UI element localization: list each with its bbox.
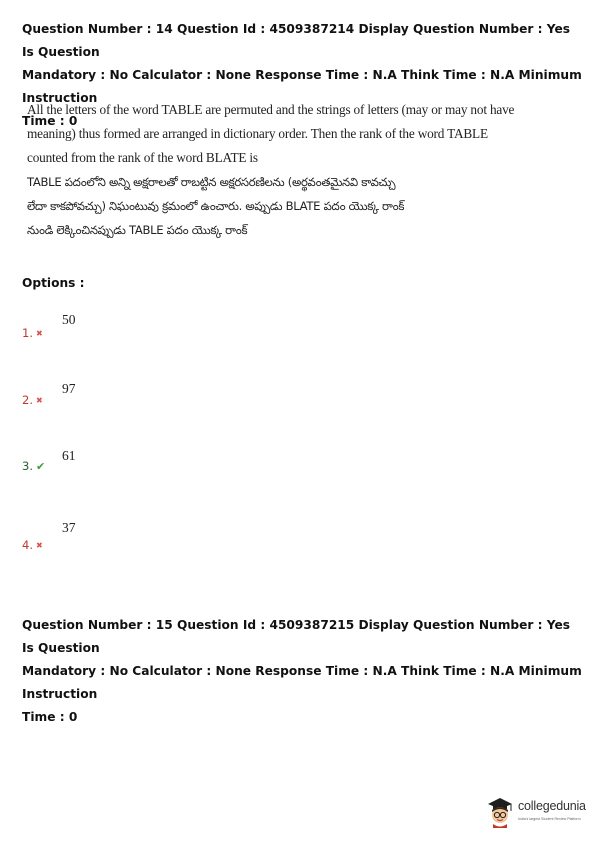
option-2-value: 97 [62, 381, 76, 396]
question-text-telugu-line: నుండి లెక్కించినప్పుడు TABLE పదం యొక్క రాంక్ [27, 223, 248, 237]
header-line: Time : 0 [22, 114, 78, 128]
option-number-label: 2. [22, 393, 33, 407]
logo-name: collegedunia [518, 799, 586, 813]
option-3-value: 61 [62, 448, 76, 463]
option-4-number [22, 538, 43, 552]
question-text-telugu-line: TABLE పదంలోని అన్ని అక్షరాలతో రాబట్టిన అక్షరసరణిలను (అర్థవంతమైనవి కావచ్చు [27, 175, 396, 189]
header-line: Time : 0 [22, 710, 78, 724]
checkmark-icon: ✔ [35, 460, 46, 473]
question-14-body [27, 98, 515, 242]
option-2-number [22, 393, 43, 407]
header-line: Mandatory : No Calculator : None Response Time : N.A Think Time : N.A Minimum Instruction [22, 68, 582, 105]
cross-icon: ✖ [35, 396, 43, 405]
question-text-telugu-line: లేదా కాకపోవచ్చు) నిఘంటువు క్రమంలో ఉంచారు. అప్పుడు BLATE పదం యొక్క రాంక్ [27, 199, 405, 213]
header-line: Mandatory : No Calculator : None Response Time : N.A Think Time : N.A Minimum Instruction [22, 664, 582, 701]
option-1-number [22, 326, 43, 340]
option-number-label: 4. [22, 538, 33, 552]
student-face-logo-icon [486, 796, 514, 828]
question-text-line: meaning) thus formed are arranged in dictionary order. Then the rank of the word TABLE [27, 126, 488, 141]
cross-icon: ✖ [35, 329, 43, 338]
header-line: Question Number : 14 Question Id : 4509387214 Display Question Number : Yes Is Question [22, 22, 571, 59]
options-label: Options : [22, 276, 85, 290]
collegedunia-logo [486, 796, 590, 832]
option-4-value: 37 [62, 520, 76, 535]
option-1-value: 50 [62, 312, 76, 327]
cross-icon: ✖ [35, 541, 43, 550]
option-number-label: 3. [22, 459, 33, 473]
logo-tagline: India's largest Student Review Platform [518, 817, 581, 821]
header-line: Question Number : 15 Question Id : 4509387215 Display Question Number : Yes Is Question [22, 618, 571, 655]
option-3-number [22, 459, 45, 473]
question-text-line: counted from the rank of the word BLATE is [27, 150, 258, 165]
option-number-label: 1. [22, 326, 33, 340]
question-15-header [22, 614, 582, 729]
question-text-line: All the letters of the word TABLE are permuted and the strings of letters (may or may not have [27, 102, 515, 117]
